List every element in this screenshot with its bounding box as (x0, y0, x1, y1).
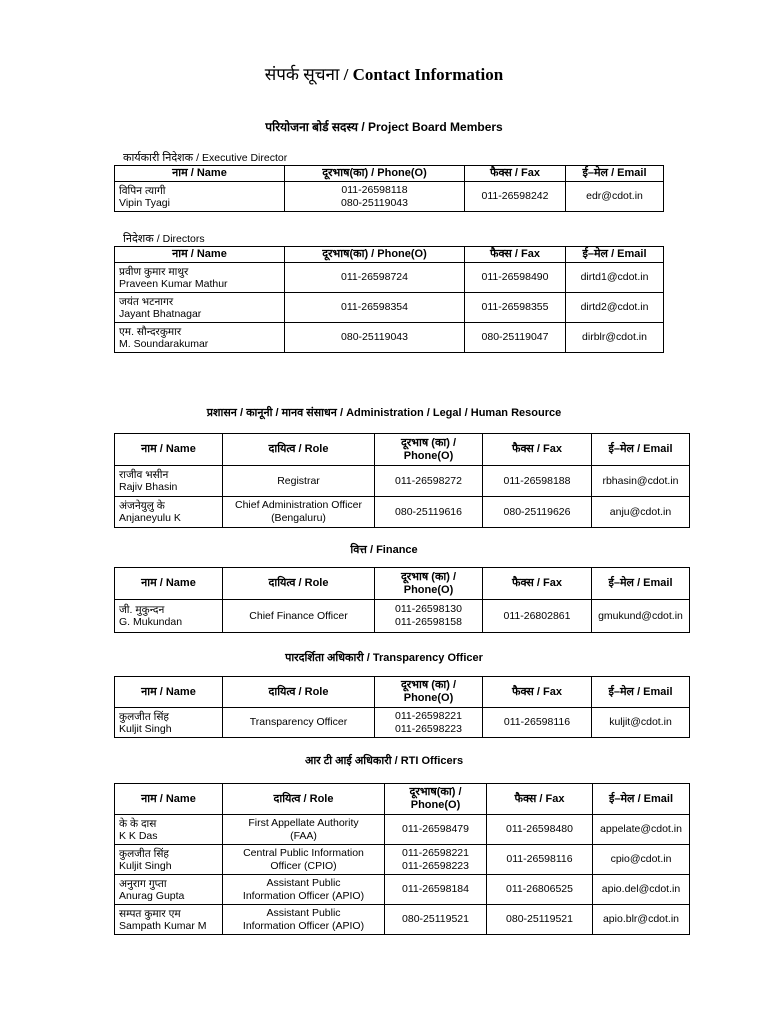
email-cell[interactable]: gmukund@cdot.in (592, 600, 690, 633)
name-english: Anjaneyulu K (119, 512, 181, 524)
role-cell: Chief Administration Officer (Bengaluru) (223, 497, 375, 528)
exec-label (123, 150, 287, 165)
directors-label (123, 231, 205, 246)
column-header: ई–मेल / Email (566, 166, 664, 182)
email-cell[interactable]: rbhasin@cdot.in (592, 466, 690, 497)
column-header: फैक्स / Fax (483, 568, 592, 600)
fax-cell: 080-25119047 (465, 323, 566, 353)
column-header: ई–मेल / Email (592, 568, 690, 600)
name-english: Rajiv Bhasin (119, 481, 178, 493)
table-header-row (115, 568, 690, 600)
column-header: फैक्स / Fax (483, 677, 592, 708)
finance-table (114, 567, 690, 633)
fax-cell: 011-26598188 (483, 466, 592, 497)
name-hindi: अंजनेयुलु के (119, 500, 165, 512)
column-header: नाम / Name (115, 784, 223, 815)
email-cell[interactable]: apio.del@cdot.in (593, 875, 690, 905)
column-header: ई–मेल / Email (592, 677, 690, 708)
table-row (115, 293, 664, 323)
column-header: नाम / Name (115, 434, 223, 466)
table-row (115, 905, 690, 935)
table-header-row (115, 677, 690, 708)
name-hindi: अनुराग गुप्ता (119, 877, 167, 890)
name-english: Sampath Kumar M (119, 919, 207, 932)
table-header-row (115, 434, 690, 466)
name-hindi: विपिन त्यागी (119, 184, 166, 197)
email-cell[interactable]: kuljit@cdot.in (592, 708, 690, 738)
column-header: दूरभाष(का) / Phone(O) (285, 247, 465, 263)
column-header: ई–मेल / Email (592, 434, 690, 466)
phone-cell: 011-26598272 (375, 466, 483, 497)
transparency-heading: पारदर्शिता अधिकारी / Transparency Officer (285, 652, 483, 664)
name-hindi: के के दास (119, 817, 157, 830)
name-english: Kuljit Singh (119, 722, 172, 735)
name-cell (115, 497, 223, 528)
email-cell[interactable]: edr@cdot.in (566, 182, 664, 212)
name-cell (115, 182, 285, 212)
directors-label-hindi: निदेशक (123, 233, 154, 245)
fax-cell: 011-26806525 (487, 875, 593, 905)
phone-cell: 011-26598130 011-26598158 (375, 600, 483, 633)
fax-cell: 011-26598116 (483, 708, 592, 738)
table-row (115, 845, 690, 875)
column-header: नाम / Name (115, 677, 223, 708)
email-cell[interactable]: cpio@cdot.in (593, 845, 690, 875)
name-hindi: प्रवीण कुमार माथुर (119, 265, 189, 278)
role-cell: Transparency Officer (223, 708, 375, 738)
phone-cell: 011-26598724 (285, 263, 465, 293)
directors-label-english: / Directors (156, 233, 205, 245)
name-cell (115, 466, 223, 497)
phone-cell: 080-25119616 (375, 497, 483, 528)
column-header: दूरभाष(का) / Phone(O) (385, 784, 487, 815)
rti-heading: आर टी आई अधिकारी / RTI Officers (304, 755, 464, 767)
fax-cell: 011-26598490 (465, 263, 566, 293)
column-header: फैक्स / Fax (465, 166, 566, 182)
exec-label-hindi: कार्यकारी निदेशक (123, 152, 194, 164)
column-header: दायित्व / Role (223, 568, 375, 600)
fax-cell: 080-25119626 (483, 497, 592, 528)
column-header: दूरभाष (का) / Phone(O) (375, 677, 483, 708)
fax-cell: 011-26598480 (487, 815, 593, 845)
column-header: दूरभाष (का) / Phone(O) (375, 434, 483, 466)
column-header: नाम / Name (115, 166, 285, 182)
table-header-row (115, 784, 690, 815)
column-header: नाम / Name (115, 247, 285, 263)
column-header: दायित्व / Role (223, 784, 385, 815)
table-header-row (115, 247, 664, 263)
email-cell[interactable]: apio.blr@cdot.in (593, 905, 690, 935)
name-cell (115, 905, 223, 935)
column-header: दायित्व / Role (223, 434, 375, 466)
exec-label-english: / Executive Director (196, 152, 288, 164)
column-header: दूरभाष(का) / Phone(O) (285, 166, 465, 182)
table-row (115, 263, 664, 293)
role-cell: Registrar (223, 466, 375, 497)
role-cell: First Appellate Authority (FAA) (223, 815, 385, 845)
name-english: K K Das (119, 829, 158, 842)
email-cell[interactable]: dirtd1@cdot.in (566, 263, 664, 293)
name-hindi: जयंत भटनागर (119, 295, 174, 308)
phone-cell: 011-26598221 011-26598223 (375, 708, 483, 738)
name-hindi: एम. सौन्दरकुमार (119, 325, 182, 338)
table-row (115, 815, 690, 845)
phone-cell: 080-25119043 (285, 323, 465, 353)
email-cell[interactable]: appelate@cdot.in (593, 815, 690, 845)
page-title-english: / Contact Information (343, 65, 504, 84)
phone-cell: 011-26598354 (285, 293, 465, 323)
column-header: ई–मेल / Email (566, 247, 664, 263)
email-cell[interactable]: dirblr@cdot.in (566, 323, 664, 353)
name-cell (115, 708, 223, 738)
name-hindi: कुलजीत सिंह (119, 847, 169, 860)
phone-cell: 080-25119521 (385, 905, 487, 935)
phone-cell: 011-26598118 080-25119043 (285, 182, 465, 212)
fax-cell: 011-26802861 (483, 600, 592, 633)
table-row (115, 875, 690, 905)
admin-table (114, 433, 690, 528)
name-hindi: कुलजीत सिंह (119, 710, 169, 723)
role-cell: Assistant Public Information Officer (APIO) (223, 875, 385, 905)
name-cell (115, 875, 223, 905)
page-title (0, 62, 768, 85)
column-header: ई–मेल / Email (593, 784, 690, 815)
name-english: Kuljit Singh (119, 859, 172, 872)
column-header: दूरभाष (का) / Phone(O) (375, 568, 483, 600)
table-row (115, 323, 664, 353)
email-cell[interactable]: dirtd2@cdot.in (566, 293, 664, 323)
name-english: Anurag Gupta (119, 889, 185, 902)
name-english: Praveen Kumar Mathur (119, 277, 228, 290)
role-cell: Central Public Information Officer (CPIO) (223, 845, 385, 875)
table-row (115, 708, 690, 738)
role-cell: Chief Finance Officer (223, 600, 375, 633)
transparency-table (114, 676, 690, 738)
column-header: दायित्व / Role (223, 677, 375, 708)
email-cell[interactable]: anju@cdot.in (592, 497, 690, 528)
name-english: M. Soundarakumar (119, 337, 209, 350)
exec-table (114, 165, 664, 212)
name-english: G. Mukundan (119, 616, 183, 628)
column-header: फैक्स / Fax (465, 247, 566, 263)
table-header-row (115, 166, 664, 182)
column-header: नाम / Name (115, 568, 223, 600)
phone-cell: 011-26598221 011-26598223 (385, 845, 487, 875)
name-cell (115, 815, 223, 845)
name-cell (115, 845, 223, 875)
rti-table (114, 783, 690, 935)
name-cell (115, 263, 285, 293)
name-cell (115, 600, 223, 633)
table-row (115, 466, 690, 497)
directors-table (114, 246, 664, 353)
phone-cell: 011-26598184 (385, 875, 487, 905)
fax-cell: 011-26598116 (487, 845, 593, 875)
name-english: Jayant Bhatnagar (119, 307, 202, 320)
table-row (115, 600, 690, 633)
phone-cell: 011-26598479 (385, 815, 487, 845)
board-heading: परियोजना बोर्ड सदस्य / Project Board Members (265, 120, 503, 134)
fax-cell: 011-26598355 (465, 293, 566, 323)
name-hindi: राजीव भसीन (119, 469, 169, 481)
column-header: फैक्स / Fax (483, 434, 592, 466)
name-cell (115, 323, 285, 353)
admin-heading: प्रशासन / कानूनी / मानव संसाधन / Administration / Legal / Human Resource (206, 407, 562, 419)
role-cell: Assistant Public Information Officer (APIO) (223, 905, 385, 935)
finance-heading: वित्त / Finance (350, 544, 418, 556)
name-english: Vipin Tyagi (119, 196, 170, 209)
table-row (115, 182, 664, 212)
fax-cell: 080-25119521 (487, 905, 593, 935)
name-cell (115, 293, 285, 323)
page-title-hindi: संपर्क सूचना (264, 65, 340, 84)
table-row (115, 497, 690, 528)
column-header: फैक्स / Fax (487, 784, 593, 815)
name-hindi: जी. मुकुन्दन (119, 604, 165, 616)
name-hindi: सम्पत कुमार एम (119, 907, 181, 920)
fax-cell: 011-26598242 (465, 182, 566, 212)
